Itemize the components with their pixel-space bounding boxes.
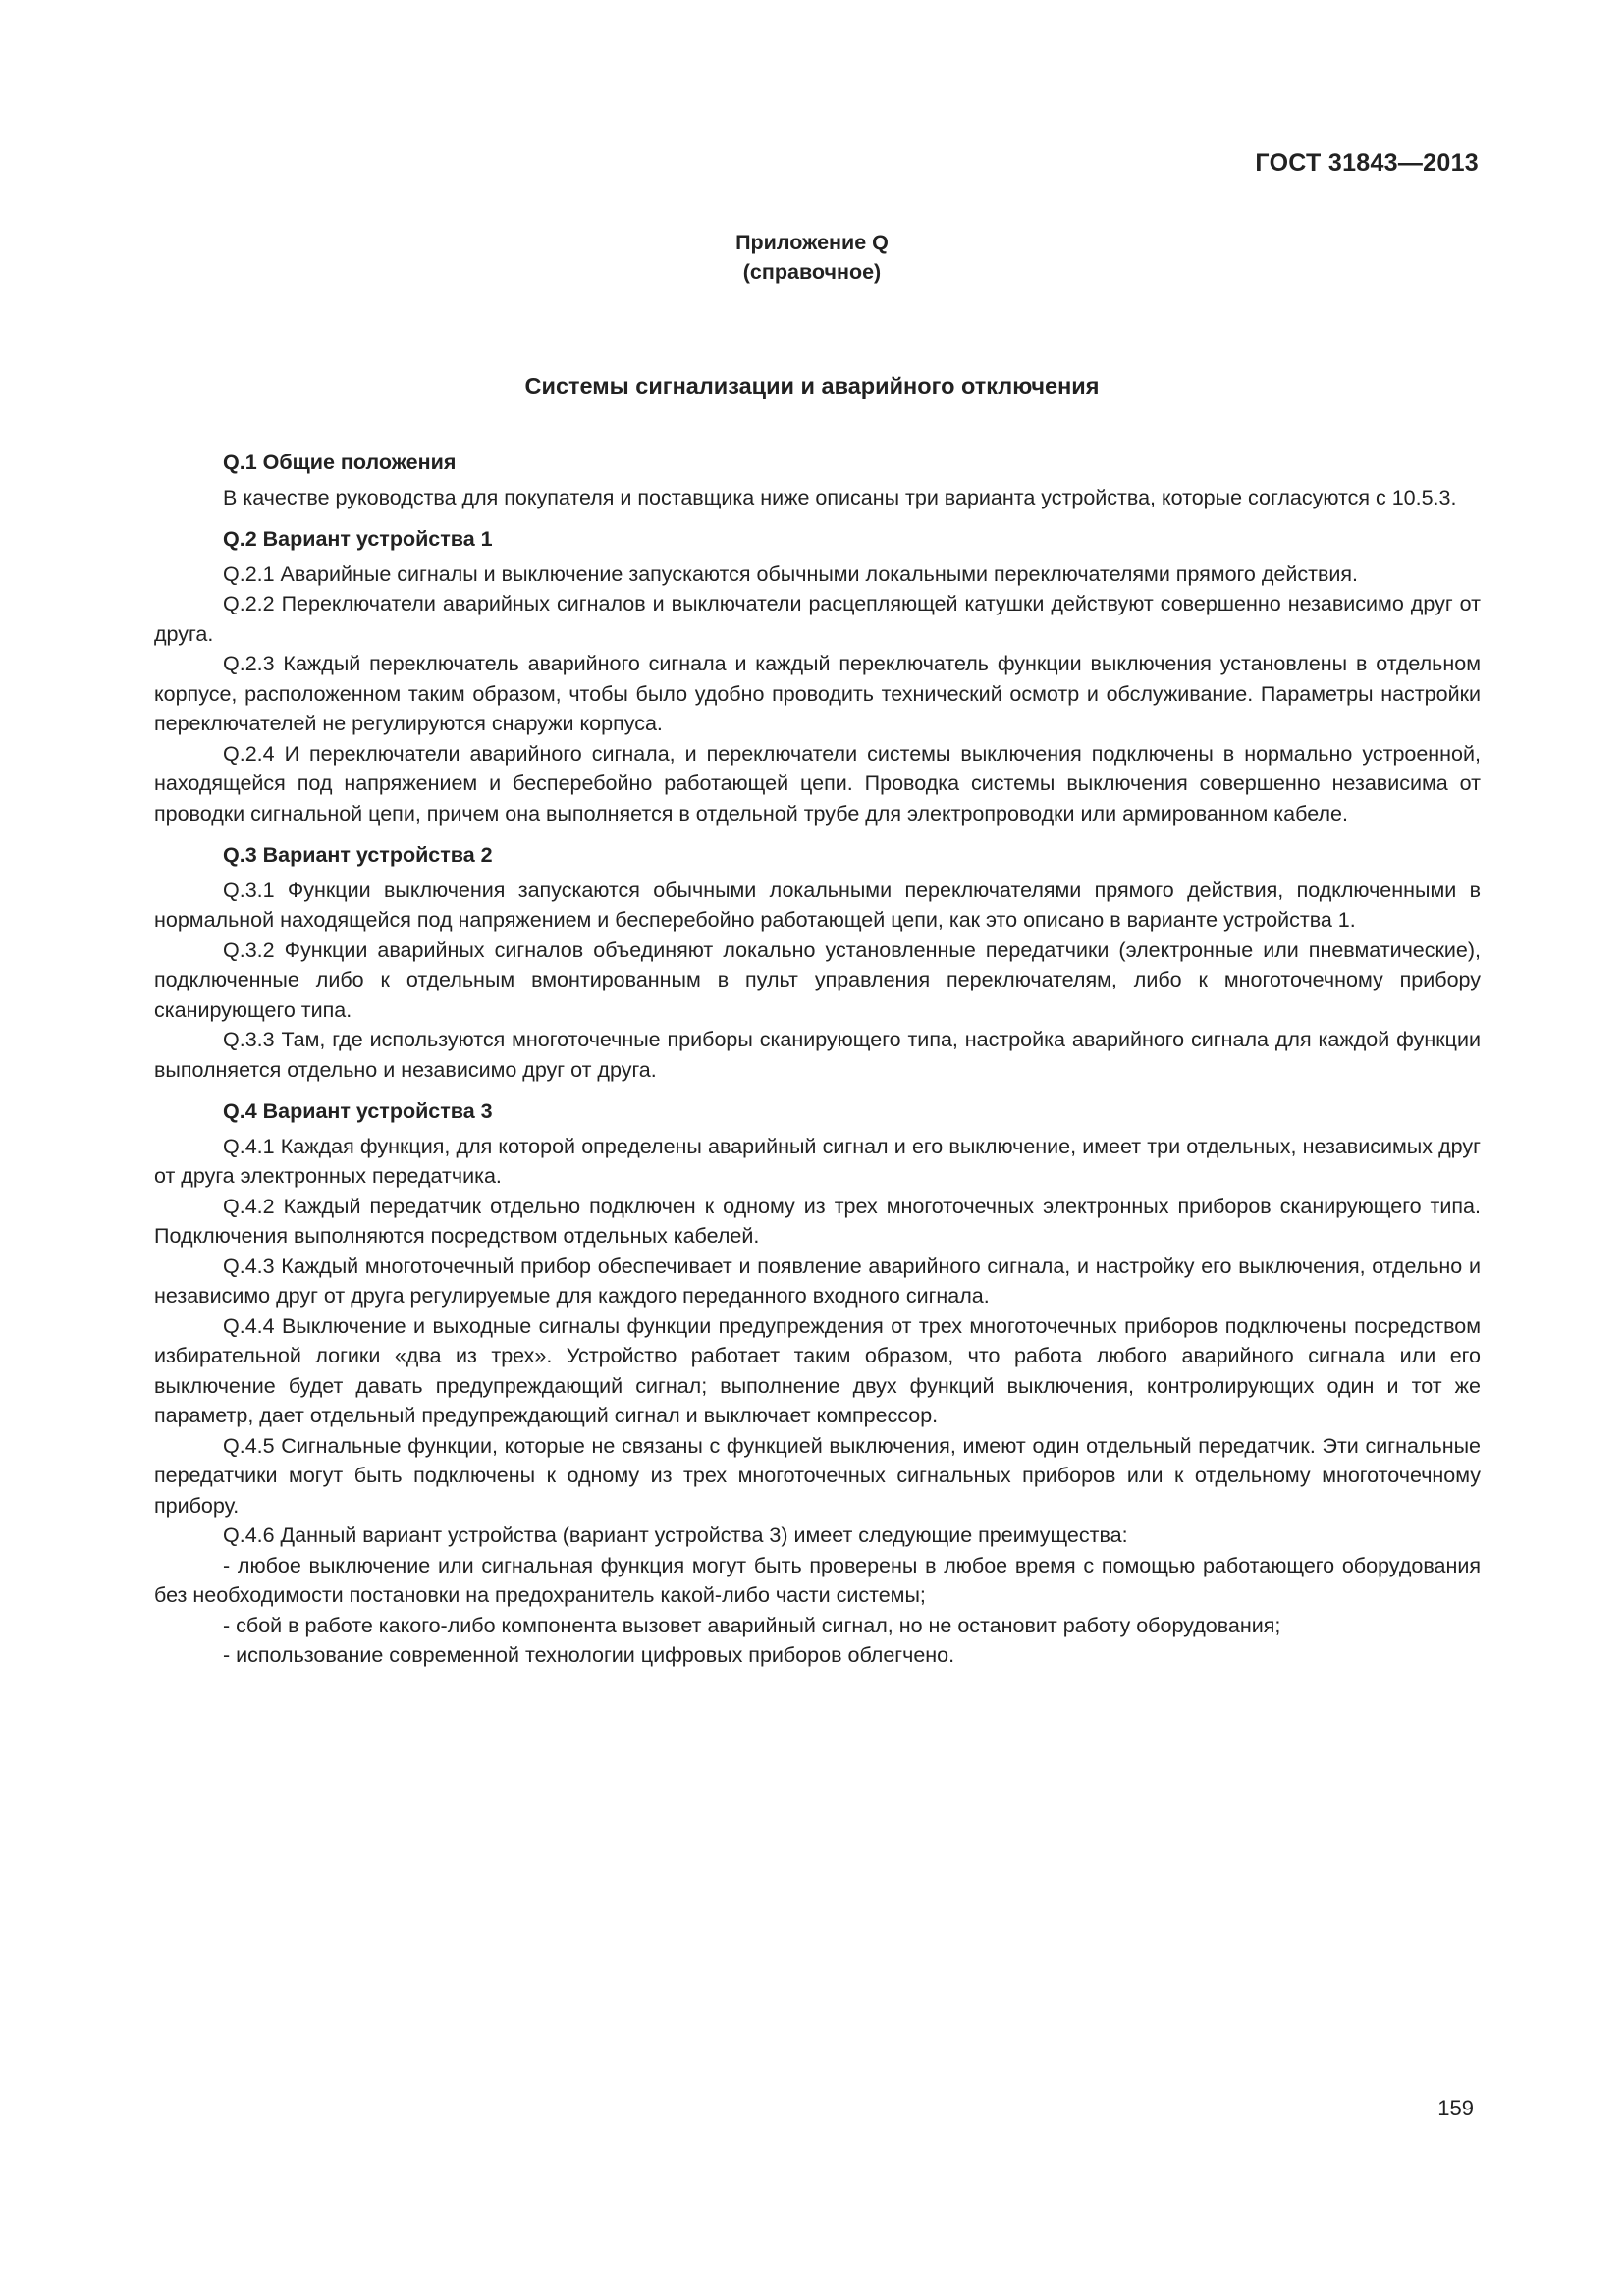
paragraph-q3-3: Q.3.3 Там, где используются многоточечные приборы сканирующего типа, настройка аварийного сигнала для каждой функции выполняется отдельно и независимо друг от друга. — [154, 1028, 1481, 1082]
paragraph-q2-1: Q.2.1 Аварийные сигналы и выключение запускаются обычными локальными переключателями прямого действия. — [223, 561, 1359, 586]
annex-title: Приложение Q — [735, 231, 889, 254]
page-title: Системы сигнализации и аварийного отключения — [524, 373, 1100, 399]
annex-type: (справочное) — [742, 260, 882, 284]
section-heading-q1: Q.1 Общие положения — [223, 451, 457, 474]
paragraph-q3-1: Q.3.1 Функции выключения запускаются обычными локальными переключателями прямого действия, подключенными в нормальной находящейся под напряжением и бесперебойно работающей цепи, как это описано в варианте устройства 1. — [154, 878, 1481, 932]
list-item: - любое выключение или сигнальная функция могут быть проверены в любое время с помощью работающего оборудования без необходимости постановки на предохранитель какой-либо части системы; — [154, 1553, 1481, 1607]
paragraph-q1-1: В качестве руководства для покупателя и поставщика ниже описаны три варианта устройства, которые согласуются с 10.5.3. — [223, 485, 1457, 509]
paragraph-q4-5: Q.4.5 Сигнальные функции, которые не связаны с функцией выключения, имеют один отдельный передатчик. Эти сигнальные передатчики могут быть подключены к одному из трех многоточечных сигнальных приборов или к отдельному многоточечному прибору. — [154, 1433, 1481, 1518]
document-code: ГОСТ 31843—2013 — [1255, 149, 1479, 177]
list-item: - использование современной технологии цифровых приборов облегчено. — [223, 1643, 955, 1667]
paragraph-q4-6: Q.4.6 Данный вариант устройства (вариант устройства 3) имеет следующие преимущества: — [223, 1523, 1128, 1547]
document-body — [154, 448, 1481, 1671]
page-number: 159 — [1437, 2096, 1474, 2120]
paragraph-q4-1: Q.4.1 Каждая функция, для которой определены аварийный сигнал и его выключение, имеет три отдельных, независимых друг от друга электронных передатчика. — [154, 1134, 1481, 1188]
paragraph-q4-3: Q.4.3 Каждый многоточечный прибор обеспечивает и появление аварийного сигнала, и настройку его выключения, отдельно и независимо друг от друга регулируемые для каждого переданного входного сигнала. — [154, 1254, 1481, 1308]
paragraph-q2-3: Q.2.3 Каждый переключатель аварийного сигнала и каждый переключатель функции выключения установлены в отдельном корпусе, расположенном таким образом, чтобы было удобно проводить технический осмотр и обслуживание. Параметры настройки переключателей не регулируются снаружи корпуса. — [154, 652, 1481, 735]
annex-heading — [0, 228, 1624, 287]
paragraph-q2-2: Q.2.2 Переключатели аварийных сигналов и выключатели расцепляющей катушки действуют совершенно независимо друг от друга. — [154, 592, 1481, 646]
paragraph-q4-4: Q.4.4 Выключение и выходные сигналы функции предупреждения от трех многоточечных приборов подключены посредством избирательной логики «два из трех». Устройство работает таким образом, что работа любого аварийного сигнала или его выключение будет давать предупреждающий сигнал; выполнение двух функций выключения, контролирующих один и тот же параметр, дает отдельный предупреждающий сигнал и выключает компрессор. — [154, 1313, 1481, 1427]
section-heading-q4: Q.4 Вариант устройства 3 — [223, 1099, 493, 1123]
paragraph-q4-2: Q.4.2 Каждый передатчик отдельно подключен к одному из трех многоточечных электронных приборов сканирующего типа. Подключения выполняются посредством отдельных кабелей. — [154, 1194, 1481, 1248]
paragraph-q3-2: Q.3.2 Функции аварийных сигналов объединяют локально установленные передатчики (электронные или пневматические), подключенные либо к отдельным вмонтированным в пульт управления переключателям, либо к многоточечному прибору сканирующего типа. — [154, 937, 1481, 1022]
section-heading-q2: Q.2 Вариант устройства 1 — [223, 527, 493, 551]
section-heading-q3: Q.3 Вариант устройства 2 — [223, 843, 493, 867]
paragraph-q2-4: Q.2.4 И переключатели аварийного сигнала, и переключатели системы выключения подключены в нормально устроенной, находящейся под напряжением и бесперебойно работающей цепи. Проводка системы выключения совершенно независима от проводки сигнальной цепи, причем она выполняется в отдельной трубе для электропроводки или армированном кабеле. — [154, 741, 1481, 826]
list-item: - сбой в работе какого-либо компонента вызовет аварийный сигнал, но не остановит работу оборудования; — [223, 1613, 1281, 1637]
